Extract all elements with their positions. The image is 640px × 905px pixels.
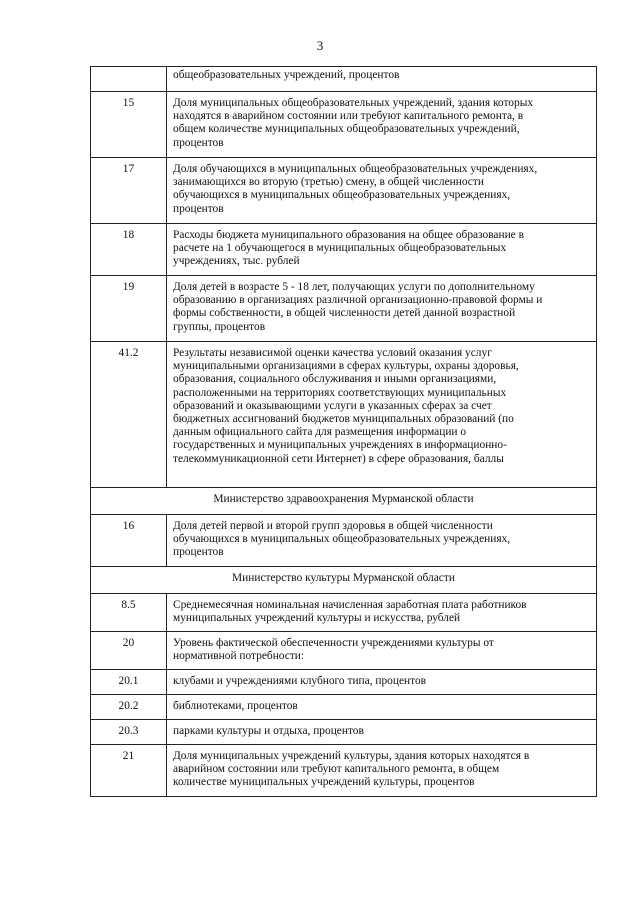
row-description-line: обучающихся в муниципальных общеобразовательных учреждениях,	[173, 189, 511, 202]
row-number: 15	[91, 92, 167, 158]
row-description	[167, 158, 597, 224]
row-description-line: Расходы бюджета муниципального образования на общее образование в	[173, 229, 524, 241]
row-description	[167, 720, 597, 745]
page-number: 3	[316, 38, 324, 53]
table-row	[91, 92, 597, 158]
row-description-line: общеобразовательных учреждений, процентов	[173, 69, 400, 81]
row-description-line: Доля обучающихся в муниципальных общеобразовательных учреждениях,	[173, 163, 538, 175]
table-row	[91, 158, 597, 224]
row-description-line: аварийном состоянии или требуют капитального ремонта, в общем	[173, 763, 500, 776]
row-number: 20.1	[91, 670, 167, 695]
row-number: 20	[91, 632, 167, 670]
row-description-line: бюджетных ассигнований бюджетов муниципальных образований (по	[173, 413, 514, 426]
row-description-line: обучающихся в муниципальных общеобразовательных учреждениях,	[173, 533, 511, 546]
row-description-line: образований и оказывающими услуги в указанных сферах за счет	[173, 399, 492, 412]
table-row	[91, 594, 597, 632]
row-description-line: Доля муниципальных учреждений культуры, здания которых находятся в	[173, 750, 530, 762]
row-description-line: расчете на 1 обучающегося в муниципальных общеобразовательных	[173, 242, 507, 255]
table-row	[91, 745, 597, 797]
row-description	[167, 632, 597, 670]
row-description-line: процентов	[173, 136, 224, 149]
table-row	[91, 276, 597, 342]
row-description-line: занимающихся во вторую (третью) смену, в общей численности	[173, 176, 484, 189]
row-description-line: общем количестве муниципальных общеобразовательных учреждений,	[173, 123, 520, 136]
row-description-line: учреждениях, тыс. рублей	[173, 255, 300, 268]
row-description-line: Доля муниципальных общеобразовательных учреждений, здания которых	[173, 97, 534, 109]
table-row	[91, 670, 597, 695]
row-number: 8.5	[91, 594, 167, 632]
table-row	[91, 224, 597, 276]
row-number: 20.2	[91, 695, 167, 720]
row-number: 16	[91, 515, 167, 567]
row-description-line: Доля детей в возрасте 5 - 18 лет, получающих услуги по дополнительному	[173, 281, 535, 293]
row-number: 21	[91, 745, 167, 797]
row-description	[167, 594, 597, 632]
row-description	[167, 224, 597, 276]
row-description-line: находятся в аварийном состоянии или требуют капитального ремонта, в	[173, 110, 524, 123]
row-description-line: процентов	[173, 546, 224, 559]
row-description-line: Результаты независимой оценки качества условий оказания услуг	[173, 347, 492, 359]
row-number: 41.2	[91, 342, 167, 488]
section-row	[91, 567, 597, 594]
row-description-line: образованию в организациях различной организационно-правовой формы и	[173, 294, 543, 307]
section-row	[91, 488, 597, 515]
table-row	[91, 695, 597, 720]
row-description	[167, 695, 597, 720]
row-description-line: телекоммуникационной сети Интернет) в сфере образования, баллы	[173, 452, 504, 465]
row-number: 17	[91, 158, 167, 224]
row-number: 20.3	[91, 720, 167, 745]
row-description	[167, 92, 597, 158]
row-description-line: Уровень фактической обеспеченности учреждениями культуры от	[173, 637, 494, 649]
row-description	[167, 342, 597, 488]
row-description-line: формы собственности, в общей численности детей данной возрастной	[173, 307, 516, 320]
row-description-line: муниципальных учреждений культуры и искусства, рублей	[173, 612, 461, 625]
row-number: 19	[91, 276, 167, 342]
row-description-line: библиотеками, процентов	[173, 700, 298, 712]
row-description	[167, 515, 597, 567]
row-description-line: клубами и учреждениями клубного типа, процентов	[173, 675, 427, 687]
row-description-line: процентов	[173, 202, 224, 215]
row-description-line: муниципальными организациями в сферах культуры, охраны здоровья,	[173, 360, 519, 373]
row-description-line: Среднемесячная номинальная начисленная заработная плата работников	[173, 599, 527, 611]
row-description-line: образования, социального обслуживания и иными организациями,	[173, 373, 497, 386]
row-description-line: парками культуры и отдыха, процентов	[173, 725, 364, 737]
row-description-line: нормативной потребности:	[173, 650, 305, 663]
indicator-table	[90, 66, 597, 797]
table-row	[91, 632, 597, 670]
row-description-line: данным официального сайта для размещения информации о	[173, 426, 467, 439]
row-description	[167, 745, 597, 797]
row-description-line: государственных и муниципальных учреждениях в информационно-	[173, 439, 507, 452]
row-description	[167, 67, 597, 92]
row-description-line: расположенными на территориях соответствующих муниципальных	[173, 386, 507, 399]
section-heading: Министерство здравоохранения Мурманской области	[91, 488, 597, 515]
row-description	[167, 670, 597, 695]
table-row	[91, 515, 597, 567]
table-row	[91, 67, 597, 92]
table-row	[91, 720, 597, 745]
row-number	[91, 67, 167, 92]
row-description-line: количестве муниципальных учреждений культуры, процентов	[173, 776, 475, 789]
row-description-line: группы, процентов	[173, 320, 266, 333]
row-description-line: Доля детей первой и второй групп здоровья в общей численности	[173, 520, 493, 532]
section-heading: Министерство культуры Мурманской области	[91, 567, 597, 594]
table-row	[91, 342, 597, 488]
row-number: 18	[91, 224, 167, 276]
row-description	[167, 276, 597, 342]
